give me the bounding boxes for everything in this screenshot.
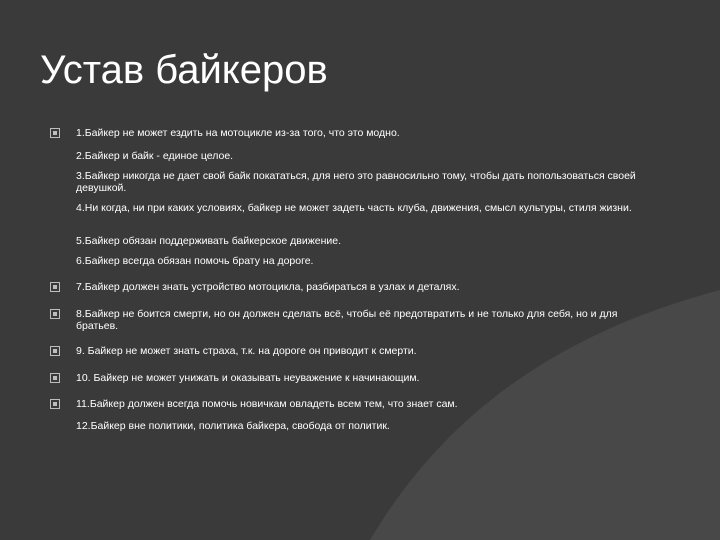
rule-item: 1.Байкер не может ездить на мотоцикле из-за того, что это модно. — [76, 127, 400, 139]
bullet-icon — [50, 309, 60, 319]
slide-title: Устав байкеров — [40, 48, 328, 92]
rule-item: 6.Байкер всегда обязан помочь брату на дороге. — [76, 255, 314, 267]
bullet-icon — [50, 282, 60, 292]
bullet-icon — [50, 128, 60, 138]
bullet-icon — [50, 399, 60, 409]
rule-item: 9. Байкер не может знать страха, т.к. на дороге он приводит к смерти. — [76, 345, 417, 357]
rule-item: 8.Байкер не боится смерти, но он должен сделать всё, чтобы её предотвратить и не только для себя, но и для братьев. — [76, 308, 618, 332]
rule-item: 7.Байкер должен знать устройство мотоцикла, разбираться в узлах и деталях. — [76, 281, 460, 293]
rule-item: 3.Байкер никогда не дает свой байк покататься, для него это равносильно тому, чтобы дать попользоваться своей девушкой. — [76, 170, 636, 194]
rule-item: 5.Байкер обязан поддерживать байкерское движение. — [76, 235, 342, 247]
bullet-icon — [50, 373, 60, 383]
rule-item: 11.Байкер должен всегда помочь новичкам овладеть всем тем, что знает сам. — [76, 398, 458, 410]
rule-item: 12.Байкер вне политики, политика байкера, свобода от политик. — [76, 420, 390, 432]
rule-item: 4.Ни когда, ни при каких условиях, байкер не может задеть часть клуба, движения, смысл культуры, стиля жизни. — [76, 202, 632, 214]
bullet-icon — [50, 346, 60, 356]
rule-item: 10. Байкер не может унижать и оказывать неуважение к начинающим. — [76, 372, 420, 384]
rule-item: 2.Байкер и байк - единое целое. — [76, 150, 234, 162]
